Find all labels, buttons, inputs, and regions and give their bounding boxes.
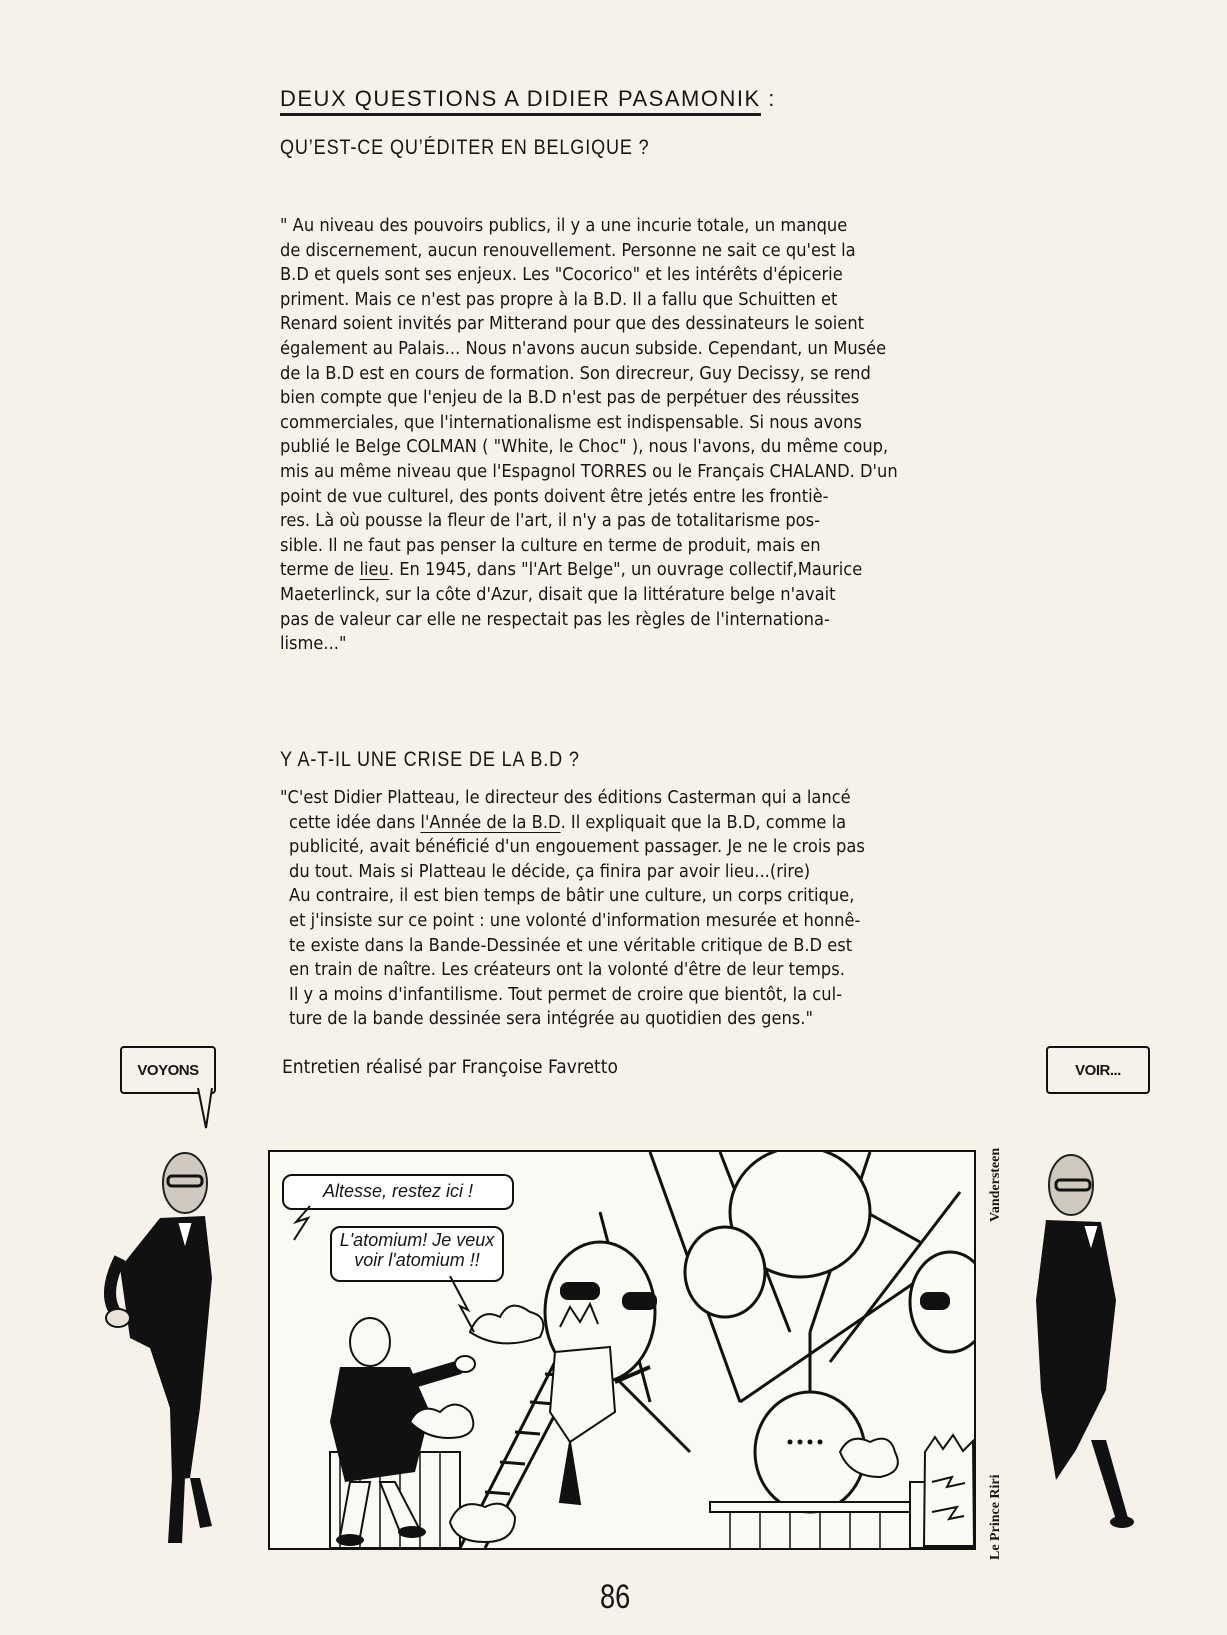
article-title-text: DEUX QUESTIONS A DIDIER PASAMONIK [280,86,761,116]
article-title [280,86,776,112]
butler-figure-right-icon [1036,1150,1166,1550]
answer-1-line: sible. Il ne faut pas penser la culture en terme de produit, mais en [280,534,821,556]
answer-2-line: te existe dans la Bande-Dessinée et une véritable critique de B.D est [289,934,853,956]
answer-2-text: cette idée dans [289,811,421,833]
speech-tail-icon [292,1204,322,1244]
answer-1-line: bien compte que l'enjeu de la B.D n'est pas de perpétuer des réussites [280,387,860,409]
answer-1-line: mis au même niveau que l'Espagnol TORRES ou le Français CHALAND. D'un [280,460,898,482]
answer-1-line: lisme..." [280,633,347,655]
answer-1-line: " Au niveau des pouvoirs publics, il y a une incurie totale, un manque [280,215,848,236]
answer-1-line: B.D et quels sont ses enjeux. Les "Cocorico" et les intérêts d'épicerie [280,264,843,286]
answer-1-line: Maeterlinck, sur la côte d'Azur, disait que la littérature belge n'avait [280,583,836,605]
comic-credit-title: Le Prince Riri [988,1474,1003,1560]
answer-2-line: Il y a moins d'infantilisme. Tout permet de croire que bientôt, la cul- [289,983,842,1005]
underlined-word-lieu: lieu [359,559,389,581]
voyons-speech-bubble [120,1046,216,1094]
answer-2-line: "C'est Didier Platteau, le directeur des éditions Casterman qui a lancé [280,787,851,808]
voir-label: VOIR... [1075,1061,1121,1079]
bleed-through-decoration [80,100,127,296]
answer-2-line: et j'insiste sur ce point : une volonté d'information mesurée et honnê- [289,909,861,931]
voyons-bubble-tail-icon [196,1088,216,1130]
answer-2-line: ture de la bande dessinée sera intégrée au quotidien des gens." [289,1008,813,1030]
comic-speech-prince-line-2: voir l'atomium !! [354,1250,480,1270]
comic-credit-author: Vandersteen [988,1147,1003,1222]
interview-credit: Entretien réalisé par Françoise Favretto [282,1056,618,1078]
answer-1-line: Renard soient invités par Mitterand pour que des dessinateurs le soient [280,313,865,335]
answer-1-text: terme de [280,559,360,581]
answer-2-line: Au contraire, il est bien temps de bâtir une culture, un corps critique, [289,885,855,907]
answer-1-line: également au Palais... Nous n'avons aucun subside. Cependant, un Musée [280,337,887,359]
answer-2-line: en train de naître. Les créateurs ont la volonté d'être de leur temps. [289,959,845,981]
underlined-title-annee-bd: l'Année de la B.D [420,811,561,833]
answer-1-paragraph [280,214,1095,657]
answer-2-text: . Il expliquait que la B.D, comme la [560,811,847,833]
answer-2-line: du tout. Mais si Platteau le décide, ça finira par avoir lieu...(rire) [289,860,811,882]
answer-1-line: de la B.D est en cours de formation. Son direcreur, Guy Decissy, se rend [280,362,871,384]
answer-1-text: . En 1945, dans "l'Art Belge", un ouvrage collectif,Maurice [388,559,863,581]
answer-2-line: publicité, avait bénéficié d'un engouement passager. Je ne le crois pas [289,836,865,858]
answer-1-line: pas de valeur car elle ne respectait pas les règles de l'internationa- [280,608,830,630]
comic-speech-prince [330,1226,504,1282]
answer-1-line: commerciales, que l'internationalisme est indispensable. Si nous avons [280,411,862,433]
atomium-illustration-icon [270,1152,974,1548]
article-title-colon: : [760,86,776,111]
speech-tail-icon [440,1276,480,1336]
answer-2-line [280,811,1095,836]
comic-speech-prince-line-1: L'atomium! Je veux [339,1230,495,1250]
answer-1-line: priment. Mais ce n'est pas propre à la B.D. Il a fallu que Schuitten et [280,288,838,310]
answer-1-line: publié le Belge COLMAN ( "White, le Choc" ), nous l'avons, du même coup, [280,436,889,458]
answer-2-paragraph [280,786,1095,1032]
butler-figure-left-icon [90,1148,240,1548]
answer-1-line [280,558,1095,583]
answer-1-line: point de vue culturel, des ponts doivent être jetés entre les frontiè- [280,485,829,507]
comic-speech-butler-text: Altesse, restez ici ! [322,1181,474,1201]
answer-1-line: res. Là où pousse la fleur de l'art, il n'y a pas de totalitarisme pos- [280,510,820,532]
comic-panel [268,1150,976,1550]
question-1-heading: QU’EST-CE QU’ÉDITER EN BELGIQUE ? [280,136,650,159]
page-number: 86 [600,1578,631,1616]
question-2-heading: Y A-T-IL UNE CRISE DE LA B.D ? [280,748,580,771]
voir-speech-bubble [1046,1046,1150,1094]
answer-1-line: de discernement, aucun renouvellement. Personne ne sait ce qu'est la [280,239,856,261]
voyons-label: VOYONS [137,1061,199,1079]
